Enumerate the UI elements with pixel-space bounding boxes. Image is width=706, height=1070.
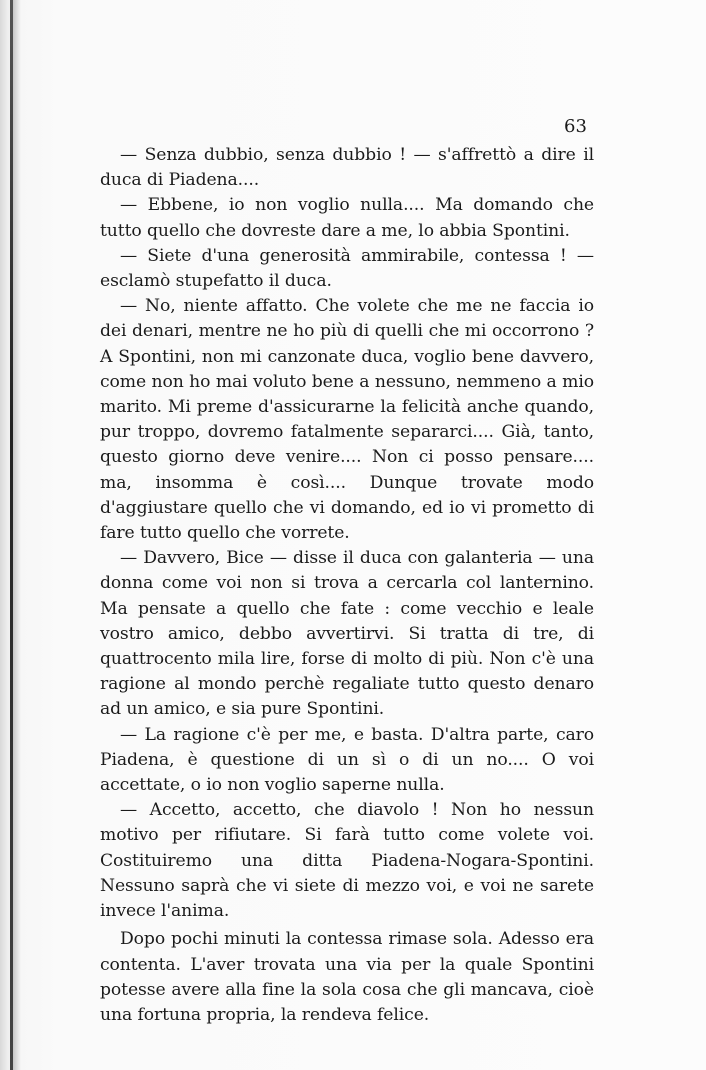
paragraph: Dopo pochi minuti la contessa rimase sola. Adesso era contenta. L'aver trovata una via per la quale Spontini potesse avere alla fine la sola cosa che gli mancava, cioè una fortuna propria, la rendeva felice. [100, 929, 594, 1025]
body-text [100, 143, 594, 1028]
paragraph: — Davvero, Bice — disse il duca con galanteria — una donna come voi non si trova a cercarla col lanternino. Ma pensate a quello che fate : come vecchio e leale vostro amico, debbo avvertirvi. Si tratta di tre, di quattrocento mila lire, forse di molto di più. Non c'è una ragione al mondo perchè regaliate tutto questo denaro ad un amico, e sia pure Spontini. [100, 548, 594, 720]
paragraph: — Accetto, accetto, che diavolo ! Non ho nessun motivo per rifiutare. Si farà tutto come volete voi. Costituiremo una ditta Piadena-Nogara-Spontini. Nessuno saprà che vi siete di mezzo voi, e voi ne sarete invece l'anima. [100, 800, 594, 922]
paragraph: — Siete d'una generosità ammirabile, contessa ! — esclamò stupefatto il duca. [100, 245, 594, 292]
paragraph: — No, niente affatto. Che volete che me ne faccia io dei denari, mentre ne ho più di quelli che mi occorrono ? A Spontini, non mi canzonate duca, voglio bene davvero, come non ho mai voluto bene a nessuno, nemmeno a mio marito. Mi preme d'assicurarne la felicità anche quando, pur troppo, dovremo fatalmente separarci.... Già, tanto, questo giorno deve venire.... Non ci posso pensare.... ma, insomma è così.... Dunque trovate modo d'aggiustare quello che vi domando, ed io vi prometto di fare tutto quello che vorrete. [100, 296, 594, 544]
page-number: 63 [564, 116, 587, 137]
paragraph: — Senza dubbio, senza dubbio ! — s'affrettò a dire il duca di Piadena.... [100, 145, 594, 191]
paragraph: — La ragione c'è per me, e basta. D'altra parte, caro Piadena, è questione di un sì o di un no.... O voi accettate, o io non voglio saperne nulla. [100, 724, 594, 796]
paragraph: — Ebbene, io non voglio nulla.... Ma domando che tutto quello che dovreste dare a me, lo abbia Spontini. [100, 195, 594, 241]
spine-shadow [13, 0, 21, 1070]
